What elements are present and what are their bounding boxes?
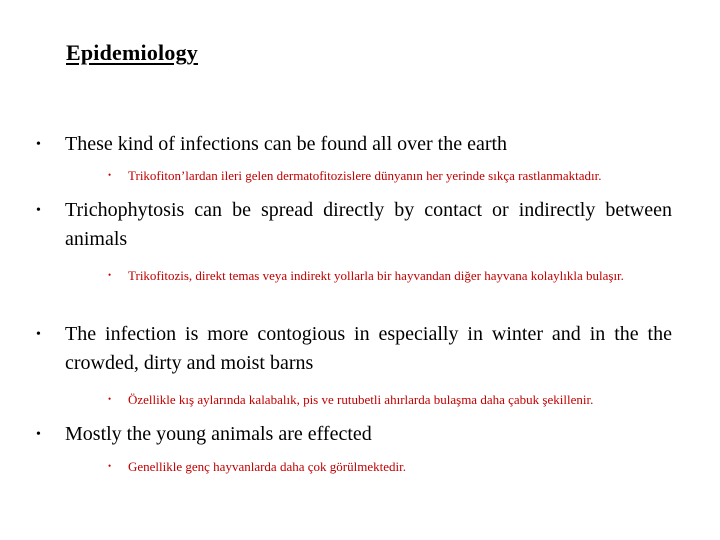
bullet-icon: • xyxy=(36,327,41,342)
sub-bullet-icon: • xyxy=(108,461,112,471)
bullet-point-text: These kind of infections can be found all over the earth xyxy=(65,133,508,155)
bullet-icon: • xyxy=(36,137,41,152)
bullet-point-1 xyxy=(36,130,672,159)
sub-point-text: Trikofiton’lardan ileri gelen dermatofitozislere dünyanın her yerinde sıkça rastlanmaktadır. xyxy=(128,168,602,183)
sub-bullet-icon: • xyxy=(108,170,112,180)
sub-point-3 xyxy=(108,388,674,411)
bullet-point-text: The infection is more contogious in especially in winter and in the the crowded, dirty and moist barns xyxy=(65,323,672,374)
sub-point-text: Trikofitozis, direkt temas veya indirekt yollarla bir hayvandan diğer hayvana kolaylıkla bulaşır. xyxy=(128,268,624,283)
bullet-point-text: Trichophytosis can be spread directly by contact or indirectly between animals xyxy=(65,199,672,250)
bullet-point-text: Mostly the young animals are effected xyxy=(65,423,372,445)
sub-point-text: Özellikle kış aylarında kalabalık, pis ve rutubetli ahırlarda bulaşma daha çabuk şekillenir. xyxy=(128,392,594,407)
bullet-point-3 xyxy=(36,320,672,378)
slide-title: Epidemiology xyxy=(66,40,198,65)
bullet-icon: • xyxy=(36,203,41,218)
sub-point-1 xyxy=(108,164,674,187)
sub-point-4 xyxy=(108,455,674,478)
sub-point-text: Genellikle genç hayvanlarda daha çok görülmektedir. xyxy=(128,459,406,474)
bullet-point-4 xyxy=(36,420,672,449)
sub-bullet-icon: • xyxy=(108,270,112,280)
sub-point-2 xyxy=(108,264,674,287)
bullet-icon: • xyxy=(36,427,41,442)
bullet-point-2 xyxy=(36,196,672,254)
sub-bullet-icon: • xyxy=(108,394,112,404)
